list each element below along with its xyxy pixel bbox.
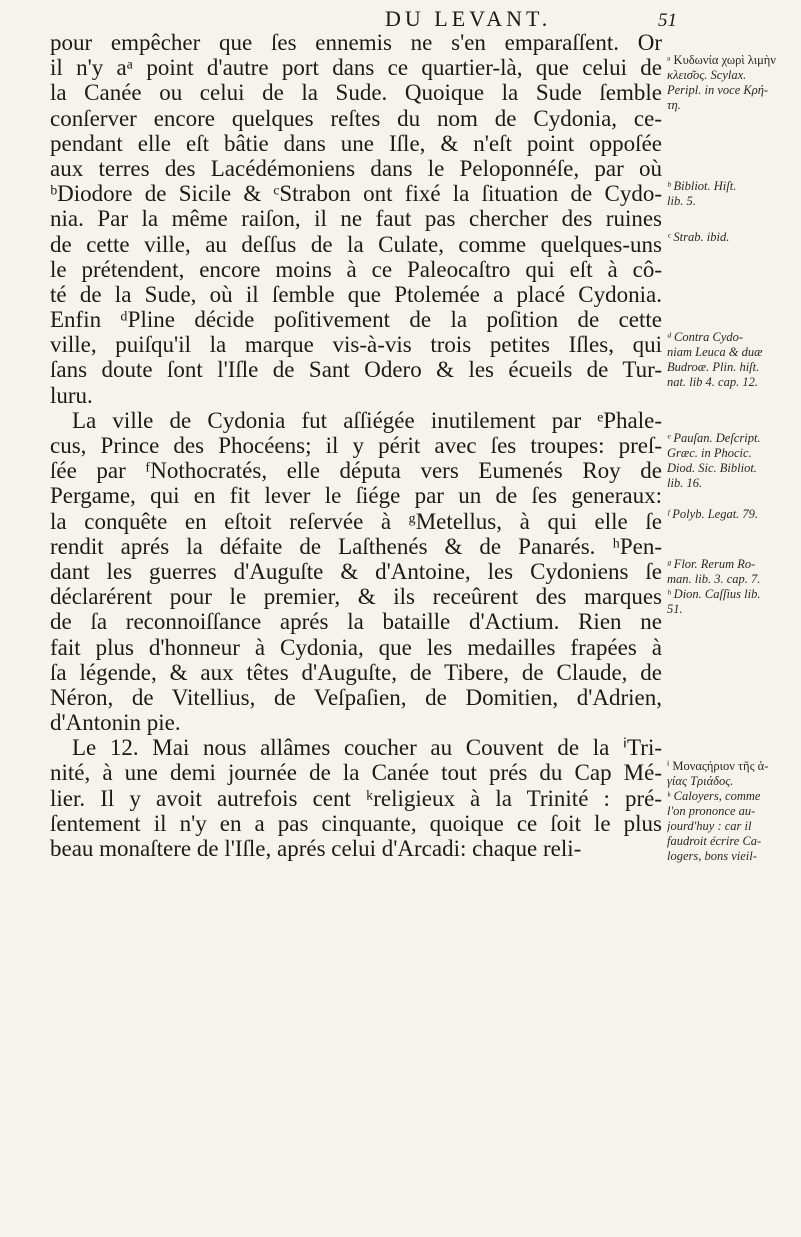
margin-note-line: ᵈ Contra Cydo- — [667, 330, 744, 345]
margin-note — [667, 53, 799, 113]
margin-note-line: faudroit écrire Ca- — [667, 833, 762, 848]
margin-note — [667, 431, 799, 491]
text-line: pendant elle eſt bâtie dans une Iſle, & n'eſt point oppoſée — [50, 130, 662, 156]
text-line: luru. — [50, 382, 93, 408]
margin-note-line: κλεισ͂ος. Scylax. — [667, 68, 747, 83]
margin-note-line: Diod. Sic. Bibliot. — [667, 461, 757, 476]
margin-note — [667, 179, 799, 209]
text-line: de cette ville, au deſſus de la Culate, comme quelques-uns — [50, 231, 662, 257]
margin-note-line: ⁱ Μοναςήριον τῆς ἁ- — [667, 758, 769, 773]
text-line: aux terres des Lacédémoniens dans le Peloponnéſe, par où — [50, 155, 662, 181]
text-line: déclarérent pour le premier, & ils receûrent des marques — [50, 584, 662, 610]
margin-note-line: ᵃ Κυδωνία χωρὶ λιμὴν — [667, 53, 776, 68]
text-line: pour empêcher que ſes ennemis ne s'en emparaſſent. Or — [50, 30, 662, 55]
margin-note — [667, 230, 799, 245]
text-line: ſans doute ſont l'Iſle de Sant Odero & les écueils de Tur- — [50, 357, 662, 383]
text-line: La ville de Cydonia fut aſſiégée inutilement par ᵉPhale- — [72, 407, 662, 433]
margin-note-line: lib. 16. — [667, 476, 703, 491]
text-line: le prétendent, encore moins à ce Paleocaſtro qui eſt à cô- — [50, 256, 662, 282]
text-line: nia. Par la même raiſon, il ne faut pas chercher des ruines — [50, 206, 662, 232]
text-line: fait plus d'honneur à Cydonia, que les medailles frapées à — [50, 634, 662, 660]
margin-note-line: τη. — [667, 98, 681, 113]
text-line: la Canée ou celui de la Sude. Quoique la Sude ſemble — [50, 80, 662, 106]
text-line: té de la Sude, où il ſemble que Ptolemée a placé Cydonia. — [50, 281, 662, 307]
margin-note-line: ᶠ Polyb. Legat. 79. — [667, 506, 759, 521]
margin-note-line: l'on prononce au- — [667, 803, 756, 818]
margin-note-line: 51. — [667, 602, 683, 617]
margin-note-line: ᵇ Bibliot. Hiſt. — [667, 179, 737, 194]
margin-note-line: jourd'huy : car il — [667, 818, 752, 833]
text-line: ville, puiſqu'il la marque vis-à-vis trois petites Iſles, qui — [50, 332, 662, 358]
main-text-column — [50, 30, 662, 861]
text-line: nité, à une demi journée de la Canée tout prés du Cap Mé- — [50, 760, 662, 786]
text-line: de ſa reconnoiſſance aprés la bataille d'Actium. Rien ne — [50, 609, 662, 635]
margin-note-line: niam Leuca & duæ — [667, 345, 763, 360]
text-line: ſa légende, & aux têtes d'Auguſte, de Tibere, de Claude, de — [50, 659, 662, 685]
text-line: dant les guerres d'Auguſte & d'Antoine, les Cydoniens ſe — [50, 558, 662, 584]
text-line: la conquête en eſtoit reſervée à ᵍMetellus, à qui elle ſe — [50, 508, 662, 534]
margin-note-line: ᵉ Pauſan. Deſcript. — [667, 431, 761, 446]
margin-note-line: nat. lib 4. cap. 12. — [667, 375, 758, 390]
margin-note-line: Græc. in Phocic. — [667, 446, 752, 461]
margin-note-line: ᵍ Flor. Rerum Ro- — [667, 557, 756, 572]
text-line: lier. Il y avoit autrefois cent ᵏreligieux à la Trinité : pré- — [50, 785, 662, 811]
text-line: rendit aprés la défaite de Laſthenés & de Panarés. ʰPen- — [50, 533, 662, 559]
margin-note — [667, 557, 799, 617]
text-line: conſerver encore quelques reſtes du nom de Cydonia, ce- — [50, 105, 662, 131]
margin-note — [667, 507, 799, 522]
margin-note-line: logers, bons vieil- — [667, 848, 757, 863]
margin-note-line: ʰ Dion. Caſſius lib. — [667, 587, 761, 602]
text-line: Néron, de Vitellius, de Veſpaſien, de Domitien, d'Adrien, — [50, 684, 662, 710]
margin-note-line: Peripl. in voce Κρή- — [667, 83, 769, 98]
text-line: ſée par ᶠNothocratés, elle députa vers Eumenés Roy de — [50, 458, 662, 484]
text-line: ſentement il n'y en a pas cinquante, quoique ce ſoit le plus — [50, 810, 662, 836]
margin-note-line: lib. 5. — [667, 194, 696, 209]
margin-note — [667, 330, 799, 390]
text-line: Enfin ᵈPline décide poſitivement de la poſition de cette — [50, 307, 662, 333]
running-head: DU LEVANT. — [385, 6, 552, 31]
margin-note-line: ᶜ Strab. ibid. — [667, 229, 730, 244]
text-line: il n'y aᵃ point d'autre port dans ce quartier-là, que celui de — [50, 55, 662, 81]
text-line: beau monaſtere de l'Iſle, aprés celui d'Arcadi: chaque reli- — [50, 836, 582, 861]
text-line: cus, Prince des Phocéens; il y périt avec ſes troupes: preſ- — [50, 433, 662, 458]
margin-note — [667, 759, 799, 864]
text-line: Pergame, qui en fit lever le ſiége par un de ſes generaux: — [50, 483, 662, 509]
margin-note-line: man. lib. 3. cap. 7. — [667, 572, 761, 587]
text-line: Le 12. Mai nous allâmes coucher au Couvent de la ⁱTri- — [72, 735, 662, 761]
text-line: ᵇDiodore de Sicile & ᶜStrabon ont fixé la ſituation de Cydo- — [50, 181, 662, 207]
margin-note-line: ᵏ Caloyers, comme — [667, 788, 761, 803]
text-line: d'Antonin pie. — [50, 710, 181, 736]
margin-note-line: γίας Τριάδος. — [667, 773, 734, 788]
page-number: 51 — [658, 10, 677, 31]
margin-note-line: Budroæ. Plin. hiſt. — [667, 360, 760, 375]
